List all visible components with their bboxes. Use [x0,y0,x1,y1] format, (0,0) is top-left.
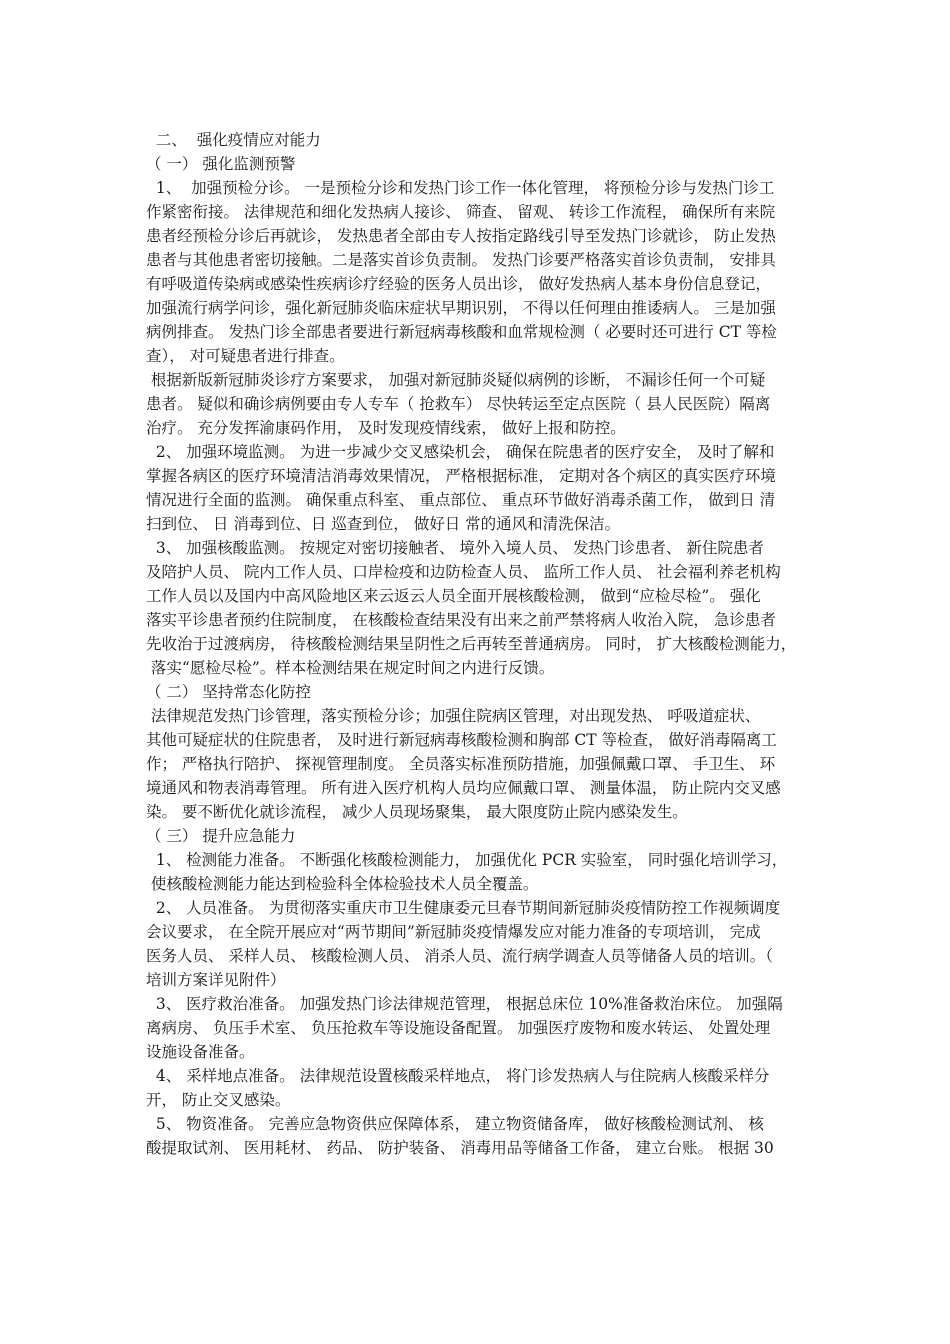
text-line: 病例排查。 发热门诊全部患者要进行新冠病毒核酸和血常规检测（ 必要时还可进行 CT 等检 [146,323,777,341]
text-line: 会议要求， 在全院开展应对“两节期间”新冠肺炎疫情爆发应对能力准备的专项培训， 完成 [146,923,761,941]
text-line: 开， 防止交叉感染。 [146,1091,291,1109]
text-line: 落实平诊患者预约住院制度， 在核酸检查结果没有出来之前严禁将病人收治入院， 急诊患者 [146,611,776,629]
section-heading: 二、 强化疫情应对能力 [146,131,321,149]
text-line: 医务人员、 采样人员、 核酸检测人员、 消杀人员、流行病学调查人员等储备人员的培训。（ [146,947,774,965]
text-line: 离病房、 负压手术室、 负压抢救车等设施设备配置。 加强医疗废物和废水转运、 处置处理 [146,1019,771,1037]
text-line: 境通风和物表消毒管理。 所有进入医疗机构人员均应佩戴口罩、 测量体温， 防止院内交叉感 [146,779,781,797]
text-line: 患者经预检分诊后再就诊， 发热患者全部由专人按指定路线引导至发热门诊就诊， 防止发热 [146,227,776,245]
subsection-heading: （ 一） 强化监测预警 [146,155,296,173]
text-line: 扫到位、 日 消毒到位、日 巡查到位， 做好日 常的通风和清洗保洁。 [146,515,621,533]
text-line: 作紧密衔接。 法律规范和细化发热病人接诊、 筛查、 留观、 转诊工作流程， 确保所有来院 [146,203,776,221]
text-line: 治疗。 充分发挥渝康码作用， 及时发现疫情线索， 做好上报和防控。 [146,419,626,437]
text-line: 掌握各病区的医疗环境清洁消毒效果情况， 严格根据标准， 定期对各个病区的真实医疗环境 [146,467,776,485]
subsection-heading: （ 二） 坚持常态化防控 [146,683,311,701]
text-line: 落实“愿检尽检”。样本检测结果在规定时间之内进行反馈。 [146,659,555,677]
text-line: 2、 人员准备。 为贯彻落实重庆市卫生健康委元旦春节期间新冠肺炎疫情防控工作视频调度 [146,899,781,917]
text-line: 先收治于过渡病房， 待核酸检测结果呈阴性之后再转至普通病房。 同时， 扩大核酸检测能力， [146,635,797,653]
text-line: 工作人员以及国内中高风险地区来云返云人员全面开展核酸检测， 做到“应检尽检”。 强化 [146,587,761,605]
text-line: 3、 加强核酸监测。 按规定对密切接触者、 境外入境人员、 发热门诊患者、 新住院患者 [146,539,764,557]
text-line: 有呼吸道传染病或感染性疾病诊疗经验的医务人员出诊， 做好发热病人基本身份信息登记， [146,275,771,293]
text-line: 培训方案详见附件） [146,971,286,989]
subsection-heading: （ 三） 提升应急能力 [146,827,296,845]
text-line: 3、 医疗救治准备。 加强发热门诊法律规范管理， 根据总床位 10%准备救治床位。 加强隔 [146,995,783,1013]
text-line: 1、 检测能力准备。 不断强化核酸检测能力， 加强优化 PCR 实验室， 同时强化培训学习， [146,851,788,869]
text-line: 及陪护人员、 院内工作人员、口岸检疫和边防检查人员、 监所工作人员、 社会福利养老机构 [146,563,781,581]
text-line: 法律规范发热门诊管理，落实预检分诊；加强住院病区管理，对出现发热、 呼吸道症状、 [146,707,761,725]
text-line: 5、 物资准备。 完善应急物资供应保障体系， 建立物资储备库， 做好核酸检测试剂、 核 [146,1115,764,1133]
text-line: 加强流行病学问诊，强化新冠肺炎临床症状早期识别， 不得以任何理由推诿病人。 三是加强 [146,299,776,317]
text-line: 患者。 疑似和确诊病例要由专人专车（ 抢救车） 尽快转运至定点医院（ 县人民医院）隔离 [146,395,771,413]
text-line: 染。 要不断优化就诊流程， 减少人员现场聚集， 最大限度防止院内感染发生。 [146,803,688,821]
text-line: 使核酸检测能力能达到检验科全体检验技术人员全覆盖。 [146,875,539,893]
text-line: 根据新版新冠肺炎诊疗方案要求， 加强对新冠肺炎疑似病例的诊断， 不漏诊任何一个可疑 [146,371,766,389]
text-line: 2、 加强环境监测。 为进一步减少交叉感染机会， 确保在院患者的医疗安全， 及时了解和 [146,443,775,461]
text-line: 设施设备准备。 [146,1043,255,1061]
text-line: 患者与其他患者密切接触。二是落实首诊负责制。 发热门诊要严格落实首诊负责制， 安排具 [146,251,776,269]
text-line: 作； 严格执行陪护、 探视管理制度。 全员落实标准预防措施，加强佩戴口罩、 手卫生、 环 [146,755,776,773]
text-line: 1、 加强预检分诊。 一是预检分诊和发热门诊工作一体化管理， 将预检分诊与发热门诊工 [146,179,775,197]
text-line: 4、 采样地点准备。 法律规范设置核酸采样地点， 将门诊发热病人与住院病人核酸采样分 [146,1067,770,1085]
text-line: 情况进行全面的监测。 确保重点科室、 重点部位、 重点环节做好消毒杀菌工作， 做到日 清 [146,491,776,509]
text-line: 其他可疑症状的住院患者， 及时进行新冠病毒核酸检测和胸部 CT 等检查， 做好消毒隔离工 [146,731,777,749]
text-line: 查）， 对可疑患者进行排查。 [146,347,345,365]
document-page [146,128,816,1160]
text-line: 酸提取试剂、 医用耗材、 药品、 防护装备、 消毒用品等储备工作备， 建立台账。 根据 30 [146,1139,774,1157]
